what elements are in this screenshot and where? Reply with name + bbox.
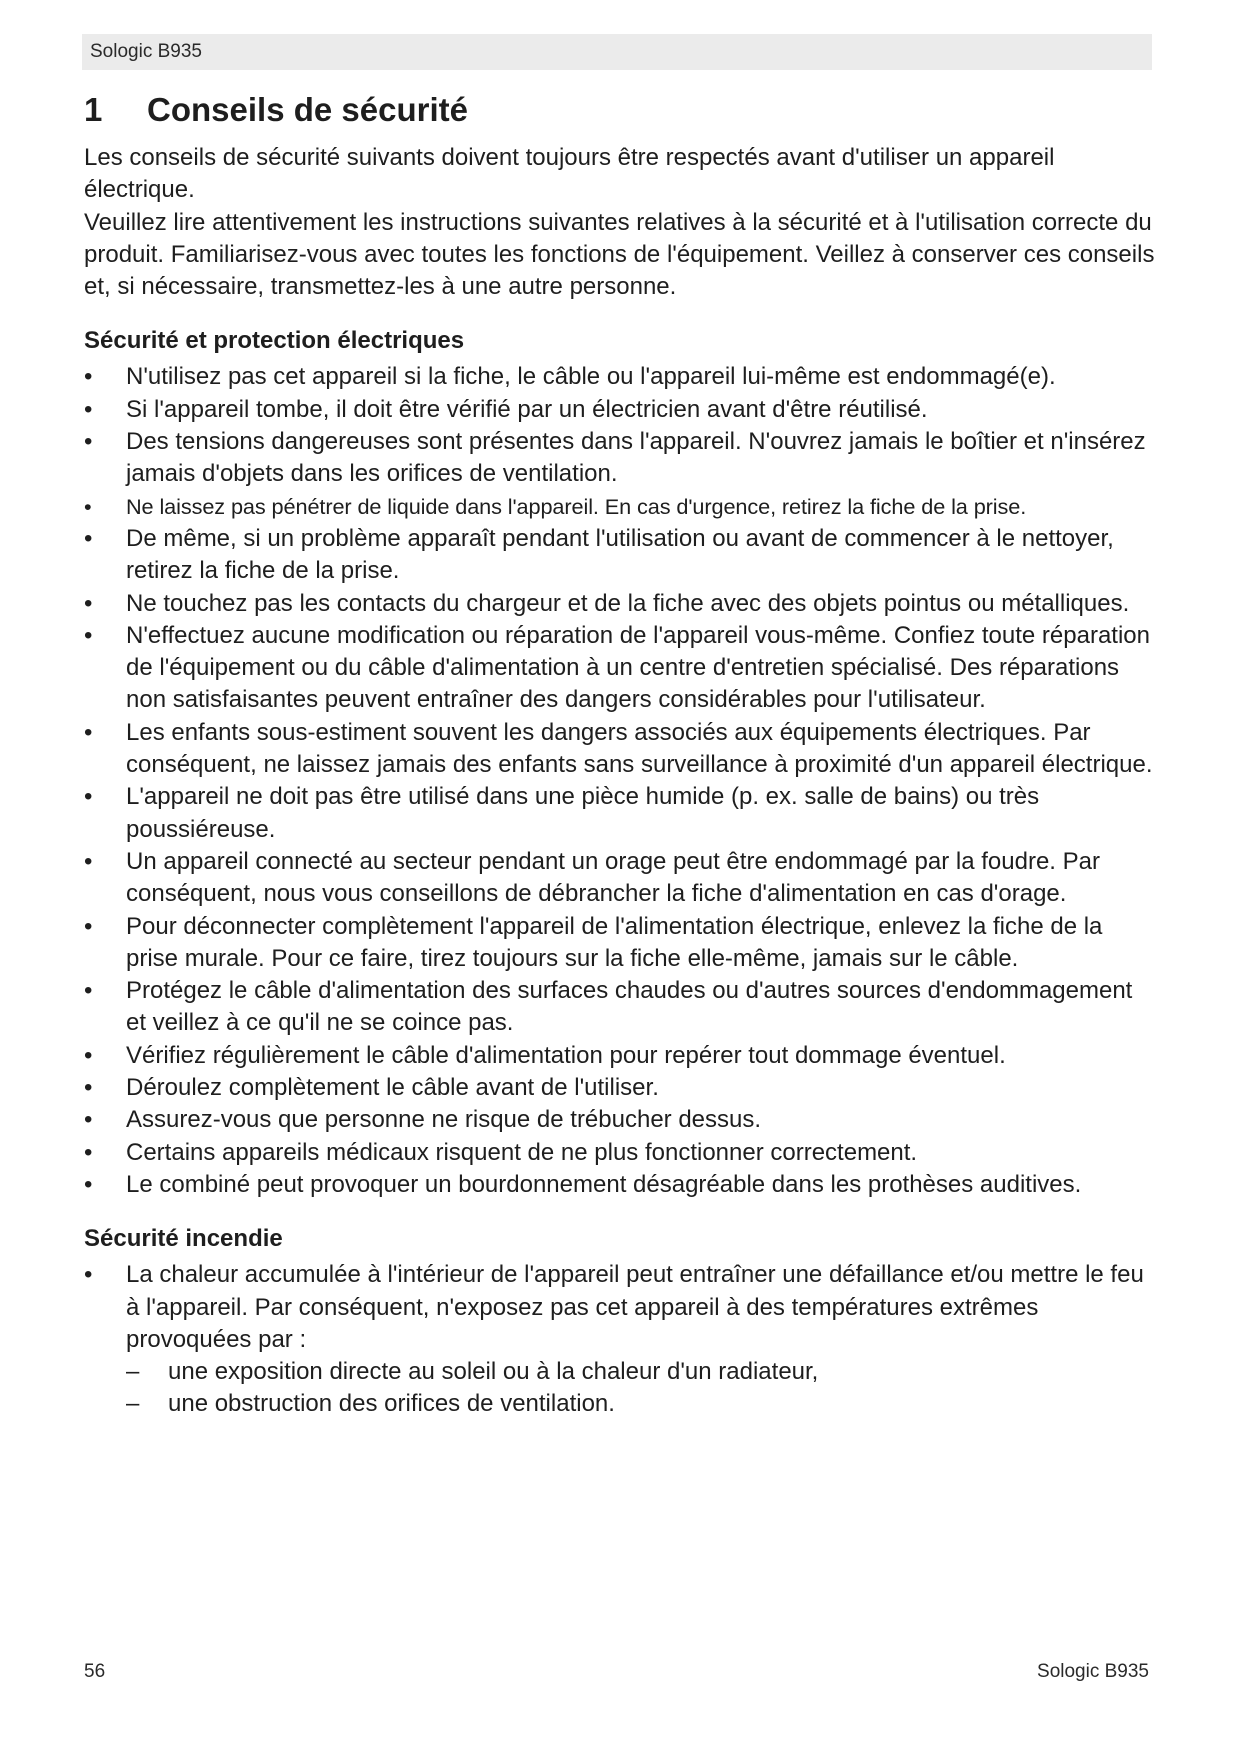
list-item-text: Ne laissez pas pénétrer de liquide dans l'appareil. En cas d'urgence, retirez la fiche de la prise. [126, 493, 1027, 519]
list-item-text: Le combiné peut provoquer un bourdonnement désagréable dans les prothèses auditives. [126, 1170, 1082, 1198]
list-item [84, 1040, 1159, 1072]
list-item-text: Un appareil connecté au secteur pendant un orage peut être endommagé par la foudre. Par conséquent, nous vous conseillons de débrancher la fiche d'alimentation en cas d'orage. [126, 847, 1100, 908]
list-item [84, 394, 1159, 426]
intro-paragraph-1: Les conseils de sécurité suivants doivent toujours être respectés avant d'utiliser un appareil électrique. [84, 144, 1055, 204]
list-item [84, 491, 1159, 523]
intro-paragraph-2: Veuillez lire attentivement les instructions suivantes relatives à la sécurité et à l'utilisation correcte du produit. Familiarisez-vous avec toutes les fonctions de l'équipement. Veillez à conserver ces conseils et, si nécessaire, transmettez-les à une autre personne. [84, 208, 1155, 301]
dash-glyph: – [126, 1358, 140, 1386]
list-item-text: La chaleur accumulée à l'intérieur de l'appareil peut entraîner une défaillance et/ou mettre le feu à l'appareil. Par conséquent, n'exposez pas cet appareil à des températures extrêmes provoquées par : [126, 1261, 1144, 1353]
sublist-item [126, 1356, 1159, 1388]
sublist-item-text: une obstruction des orifices de ventilation. [168, 1390, 615, 1418]
bullet-glyph: • [84, 1041, 93, 1069]
list-item [84, 781, 1159, 846]
bullet-glyph: • [84, 621, 93, 649]
list-item [84, 1137, 1159, 1169]
list-item-text: N'effectuez aucune modification ou réparation de l'appareil vous-même. Confiez toute réparation de l'équipement ou du câble d'alimentation à un centre d'entretien spécialisé. Des réparations non satisfaisantes peuvent entraîner des dangers considérables pour l'utilisateur. [126, 621, 1150, 714]
list-item [84, 911, 1159, 976]
list-item-text: Pour déconnecter complètement l'appareil de l'alimentation électrique, enlevez la fiche de la prise murale. Pour ce faire, tirez toujours sur la fiche elle-même, jamais sur le câble. [126, 912, 1103, 972]
list-item-text: De même, si un problème apparaît pendant l'utilisation ou avant de commencer à le nettoyer, retirez la fiche de la prise. [126, 524, 1114, 585]
bullet-glyph: • [84, 524, 93, 552]
list-item [84, 361, 1159, 393]
list-item-text: Protégez le câble d'alimentation des surfaces chaudes ou d'autres sources d'endommagement et veillez à ce qu'il ne se coince pas. [126, 977, 1133, 1037]
bullet-glyph: • [84, 589, 93, 617]
bullet-glyph: • [84, 428, 93, 456]
list-item-text: Les enfants sous-estiment souvent les dangers associés aux équipements électriques. Par conséquent, ne laissez jamais des enfants sans surveillance à proximité d'un appareil électrique. [126, 718, 1153, 779]
bullet-glyph: • [84, 363, 93, 391]
bullet-glyph: • [84, 912, 93, 940]
list-item-text: L'appareil ne doit pas être utilisé dans une pièce humide (p. ex. salle de bains) ou très poussiéreuse. [126, 783, 1040, 843]
list-item [84, 1169, 1159, 1201]
section-number: 1 [84, 91, 103, 128]
bullet-glyph: • [84, 1074, 93, 1102]
list-item-text: Ne touchez pas les contacts du chargeur et de la fiche avec des objets pointus ou métalliques. [126, 589, 1130, 617]
list-item-text: Assurez-vous que personne ne risque de trébucher dessus. [126, 1106, 762, 1134]
list-item-text: Des tensions dangereuses sont présentes dans l'appareil. N'ouvrez jamais le boîtier et n'insérez jamais d'objets dans les orifices de ventilation. [126, 428, 1146, 488]
running-header [82, 34, 1152, 70]
bullet-glyph: • [84, 783, 93, 811]
list-item [84, 975, 1159, 1040]
fire-safety-list [84, 1259, 1159, 1356]
list-item-text: N'utilisez pas cet appareil si la fiche, le câble ou l'appareil lui-même est endommagé(e). [126, 363, 1056, 391]
bullet-glyph: • [84, 977, 93, 1005]
dash-glyph: – [126, 1390, 140, 1418]
bullet-glyph: • [84, 1106, 93, 1134]
list-item [84, 588, 1159, 620]
bullet-glyph: • [84, 1261, 93, 1289]
bullet-glyph: • [84, 493, 92, 519]
bullet-glyph: • [84, 1138, 93, 1166]
list-item [84, 846, 1159, 911]
section-title [84, 86, 1159, 134]
bullet-glyph: • [84, 718, 93, 746]
footer-page-number: 56 [84, 1661, 106, 1682]
list-item [84, 620, 1159, 717]
list-item [84, 717, 1159, 782]
list-item [84, 1259, 1159, 1356]
bullet-glyph: • [84, 847, 93, 875]
sublist-item-text: une exposition directe au soleil ou à la chaleur d'un radiateur, [168, 1358, 819, 1386]
header-model-name: Sologic B935 [90, 41, 202, 62]
fire-safety-heading: Sécurité incendie [84, 1225, 283, 1253]
footer-model-name: Sologic B935 [1037, 1661, 1149, 1682]
list-item [84, 523, 1159, 588]
list-item [84, 1072, 1159, 1104]
list-item-text: Certains appareils médicaux risquent de ne plus fonctionner correctement. [126, 1138, 918, 1166]
electrical-safety-heading: Sécurité et protection électriques [84, 327, 465, 355]
list-item-text: Si l'appareil tombe, il doit être vérifié par un électricien avant d'être réutilisé. [126, 395, 928, 423]
list-item [84, 426, 1159, 491]
page-content [84, 86, 1159, 1421]
bullet-glyph: • [84, 395, 93, 423]
list-item-text: Déroulez complètement le câble avant de l'utiliser. [126, 1074, 659, 1102]
electrical-safety-list [84, 361, 1159, 1201]
fire-safety-sublist [84, 1356, 1159, 1421]
bullet-glyph: • [84, 1170, 93, 1198]
sublist-item [126, 1388, 1159, 1420]
list-item [84, 1104, 1159, 1136]
list-item-text: Vérifiez régulièrement le câble d'alimentation pour repérer tout dommage éventuel. [126, 1041, 1006, 1069]
section-title-text: Conseils de sécurité [147, 91, 468, 128]
